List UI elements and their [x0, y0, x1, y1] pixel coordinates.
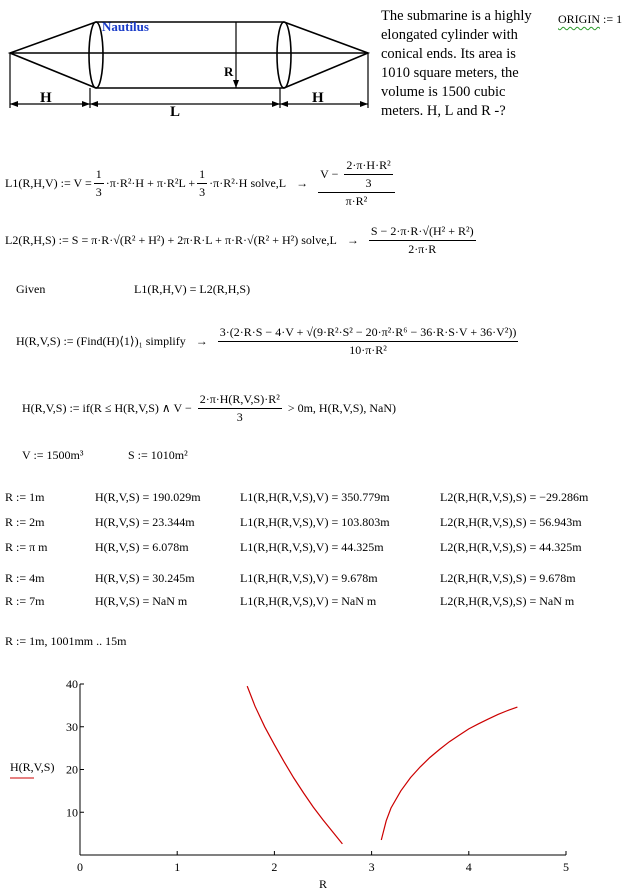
row-l2[interactable]: L2(R,H(R,V,S),S) = 9.678m [440, 571, 576, 585]
eq-h-find-num: 3·(2·R·S − 4·V + √(9·R²·S² − 20·π²·R⁶ − 36·R·S·V + 36·V²)) [218, 325, 519, 342]
hull-right-ellipse [277, 22, 291, 88]
row-l2[interactable]: L2(R,H(R,V,S),S) = −29.286m [440, 490, 589, 504]
eq-h-if-rhs: > 0m, H(R,V,S), NaN) [287, 401, 397, 415]
eq-l1-result: V − $\frac{\text{2·π·H·R²}}{3}$ π·R² [318, 158, 395, 209]
y-tick-label: 40 [66, 677, 78, 691]
var-v[interactable]: V := 1500m³ [22, 448, 84, 462]
eq-h-find-arrow: → [195, 334, 208, 348]
row-r[interactable]: R := 7m [5, 594, 45, 608]
x-tick-label: 5 [563, 860, 569, 874]
row-h[interactable]: H(R,V,S) = 190.029m [95, 490, 201, 504]
row-l1[interactable]: L1(R,H(R,V,S),V) = NaN m [240, 594, 377, 608]
row-l1[interactable]: L1(R,H(R,V,S),V) = 350.779m [240, 490, 390, 504]
eq-l1-lhs: L1(R,H,V) := V = [5, 176, 92, 190]
row-l1[interactable]: L1(R,H(R,V,S),V) = 44.325m [240, 540, 384, 554]
eq-h-find-lhs: H(R,V,S) := (Find(H)⟨1⟩)₁ simplify [16, 334, 186, 348]
eq-l1-body1: ·π·R²·H + π·R²L + [105, 176, 196, 190]
eq-l1-frac1: $\frac{1}{3}$ [95, 167, 102, 199]
eq-l1-body2: ·π·R²·H solve,L [209, 176, 287, 190]
equation-l2[interactable] [5, 224, 476, 257]
row-l2[interactable]: L2(R,H(R,V,S),S) = 56.943m [440, 515, 582, 529]
series-line-2 [381, 707, 517, 840]
label-h-left: H [40, 90, 52, 106]
label-h-right: H [312, 90, 324, 106]
diagram-title: Nautilus [102, 19, 149, 34]
eq-l2-num: S − 2·π·R·√(H² + R²) [369, 224, 476, 241]
row-l2[interactable]: L2(R,H(R,V,S),S) = NaN m [440, 594, 575, 608]
x-axis-label: R [318, 877, 328, 891]
row-r[interactable]: R := π m [5, 540, 48, 554]
y-axis-label: H(R,V,S) [10, 760, 55, 774]
eq-l1-num-a: V − [320, 167, 339, 181]
eq-l1-den: π·R² [345, 194, 368, 208]
problem-description: The submarine is a highly elongated cylinder with conical ends. Its area is 1010 square meters, the volume is 1500 cubic meters. H, L and R -? [381, 8, 532, 119]
eq-h-if-lhs: H(R,V,S) := if(R ≤ H(R,V,S) ∧ V − [22, 401, 192, 415]
row-h[interactable]: H(R,V,S) = NaN m [95, 594, 188, 608]
row-r[interactable]: R := 2m [5, 515, 45, 529]
eq-l1-arrow: → [296, 176, 309, 190]
x-tick-label: 0 [77, 860, 83, 874]
range-def[interactable]: R := 1m, 1001mm .. 15m [5, 634, 127, 648]
submarine-diagram [0, 8, 370, 118]
series-line-1 [247, 686, 342, 844]
equation-h-if[interactable] [22, 392, 396, 425]
left-cone [10, 22, 96, 88]
eq-h-if-frac: $\frac{\text{2·π·H(R,V,S)·R²}}{3}$ [199, 392, 280, 424]
hull-left-ellipse [89, 22, 103, 88]
eq-h-find-den: 10·π·R² [349, 343, 387, 357]
label-l: L [170, 104, 181, 118]
row-r[interactable]: R := 1m [5, 490, 45, 504]
label-r: R [224, 64, 234, 79]
var-s[interactable]: S := 1010m² [128, 448, 188, 462]
given-constraint[interactable]: L1(R,H,V) = L2(R,H,S) [134, 282, 251, 296]
origin-assign[interactable] [558, 12, 622, 27]
row-r[interactable]: R := 4m [5, 571, 45, 585]
eq-l2-den: 2·π·R [408, 242, 437, 256]
x-tick-label: 1 [174, 860, 181, 874]
eq-l2-lhs: L2(R,H,S) := S = π·R·√(R² + H²) + 2π·R·L + π·R·√(R² + H²) solve,L [5, 233, 337, 247]
equation-h-find[interactable] [16, 325, 518, 358]
row-l1[interactable]: L1(R,H(R,V,S),V) = 9.678m [240, 571, 378, 585]
x-tick-label: 4 [465, 860, 472, 874]
eq-l2-arrow: → [346, 233, 359, 247]
given-label[interactable]: Given [16, 282, 46, 296]
x-tick-label: 2 [271, 860, 278, 874]
origin-value: := 1 [603, 12, 623, 26]
eq-l1-frac2: $\frac{1}{3}$ [199, 167, 206, 199]
right-cone [284, 22, 368, 88]
row-h[interactable]: H(R,V,S) = 30.245m [95, 571, 195, 585]
row-l1[interactable]: L1(R,H(R,V,S),V) = 103.803m [240, 515, 390, 529]
eq-l2-result [369, 224, 476, 257]
row-h[interactable]: H(R,V,S) = 6.078m [95, 540, 189, 554]
row-l2[interactable]: L2(R,H(R,V,S),S) = 44.325m [440, 540, 582, 554]
equation-l1[interactable] [5, 158, 395, 209]
y-tick-label: 20 [66, 762, 78, 777]
row-h[interactable]: H(R,V,S) = 23.344m [95, 515, 195, 529]
y-tick-label: 30 [66, 719, 78, 734]
eq-h-find-result [218, 325, 519, 358]
origin-name: ORIGIN [558, 12, 600, 26]
y-tick-label: 10 [66, 805, 78, 820]
x-tick-label: 3 [368, 860, 375, 874]
h-plot[interactable] [0, 672, 630, 894]
